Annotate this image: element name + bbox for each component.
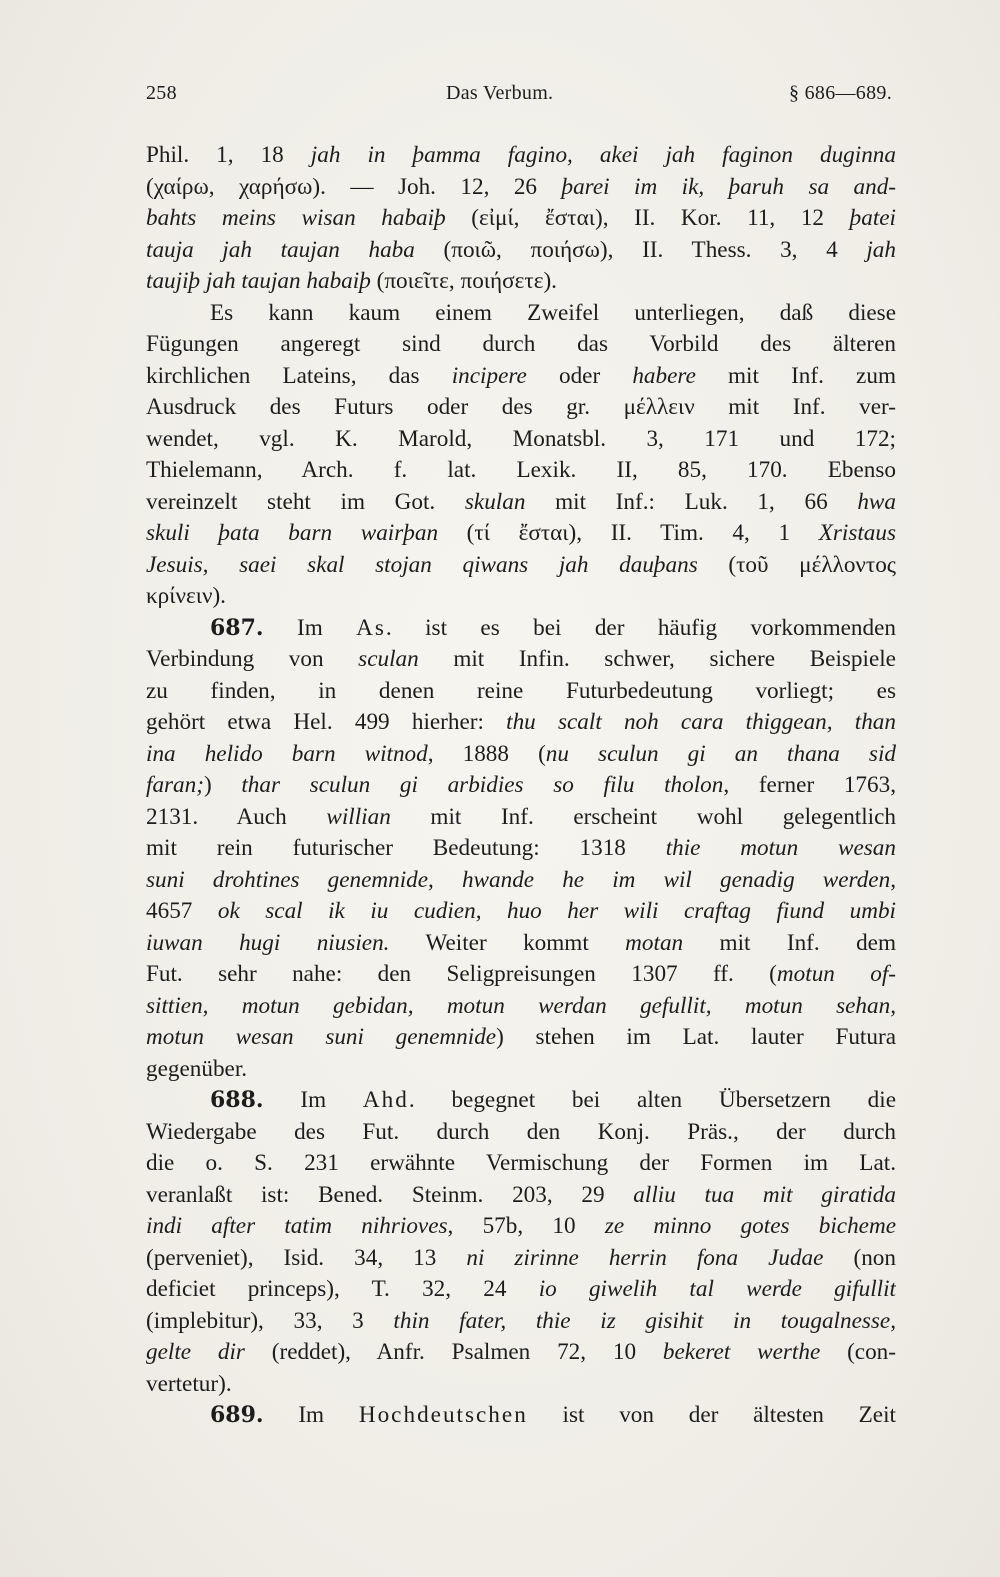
section-range: § 686—689. (789, 82, 892, 104)
section-687-start: 687. Im As. ist es bei der häufig vorkommenden (210, 614, 896, 641)
text-line: Fut. sehr nahe: den Seligpreisungen 1307 ff. (motun of- (146, 961, 896, 987)
text-line: suni drohtines genemnide, hwande he im wil genadig werden, (146, 866, 896, 893)
text-line: taujiþ jah taujan habaiþ (ποιεῖτε, ποιήσετε). (146, 268, 557, 294)
text-line: deficiet princeps), T. 32, 24 io giwelih tal werde gifullit (146, 1276, 896, 1302)
text-line: wendet, vgl. K. Marold, Monatsbl. 3, 171 und 172; (146, 425, 896, 452)
text-line: gegenüber. (146, 1055, 248, 1082)
text-line: Es kann kaum einem Zweifel unterliegen, daß diese (210, 299, 896, 326)
text-line: Wiedergabe des Fut. durch den Konj. Präs., der durch (146, 1118, 896, 1145)
text-line: gelte dir (reddet), Anfr. Psalmen 72, 10 bekeret werthe (con- (146, 1339, 896, 1365)
text-line: kirchlichen Lateins, das incipere oder habere mit Inf. zum (146, 362, 896, 389)
text-line: die o. S. 231 erwähnte Vermischung der Formen im Lat. (146, 1150, 896, 1176)
text-line: Jesuis, saei skal stojan qiwans jah dauþans (τοῦ μέλλοντος (146, 551, 896, 578)
section-688-start: 688. Im Ahd. begegnet bei alten Übersetzern die (210, 1087, 896, 1113)
text-line: 2131. Auch willian mit Inf. erscheint wohl gelegentlich (146, 803, 896, 830)
text-line: indi after tatim nihrioves, 57b, 10 ze minno gotes bicheme (146, 1213, 896, 1239)
text-line: Phil. 1, 18 jah in þamma fagino, akei jah faginon duginna (146, 142, 896, 168)
text-line: (perveniet), Isid. 34, 13 ni zirinne herrin fona Judae (non (146, 1244, 896, 1271)
body-text (146, 140, 896, 1432)
running-title: Das Verbum. (446, 82, 554, 104)
page-number: 258 (146, 82, 177, 104)
section-689-start: 689. Im Hochdeutschen ist von der ältesten Zeit (210, 1402, 896, 1428)
text-line: Fügungen angeregt sind durch das Vorbild des älteren (146, 331, 896, 357)
text-line: skuli þata barn wairþan (τί ἔσται), II. Tim. 4, 1 Xristaus (146, 520, 896, 546)
text-line: Thielemann, Arch. f. lat. Lexik. II, 85, 170. Ebenso (146, 457, 896, 483)
page-header (146, 82, 892, 108)
text-line: gehört etwa Hel. 499 hierher: thu scalt noh cara thiggean, than (146, 709, 896, 735)
text-line: vereinzelt steht im Got. skulan mit Inf.: Luk. 1, 66 hwa (146, 488, 896, 515)
text-line: iuwan hugi niusien. Weiter kommt motan mit Inf. dem (146, 929, 896, 956)
text-line: faran;) thar sculun gi arbidies so filu tholon, ferner 1763, (146, 772, 896, 798)
text-line: Ausdruck des Futurs oder des gr. μέλλειν mit Inf. ver- (146, 394, 896, 420)
text-line: κρίνειν). (146, 583, 226, 609)
text-line: bahts meins wisan habaiþ (εἰμί, ἔσται), II. Kor. 11, 12 þatei (146, 205, 896, 231)
text-line: sittien, motun gebidan, motun werdan gefullit, motun sehan, (146, 992, 896, 1019)
text-line: mit rein futurischer Bedeutung: 1318 thie motun wesan (146, 835, 896, 861)
text-line: Verbindung von sculan mit Infin. schwer, sichere Beispiele (146, 646, 896, 672)
text-line: ina helido barn witnod, 1888 (nu sculun gi an thana sid (146, 740, 896, 767)
text-line: veranlaßt ist: Bened. Steinm. 203, 29 alliu tua mit giratida (146, 1181, 896, 1208)
text-line: tauja jah taujan haba (ποιῶ, ποιήσω), II. Thess. 3, 4 jah (146, 236, 896, 263)
text-line: (χαίρω, χαρήσω). — Joh. 12, 26 þarei im ik, þaruh sa and- (146, 173, 896, 200)
text-line: (implebitur), 33, 3 thin fater, thie iz gisihit in tougalnesse, (146, 1307, 896, 1334)
text-line: vertetur). (146, 1370, 232, 1397)
text-line: motun wesan suni genemnide) stehen im Lat. lauter Futura (146, 1024, 896, 1050)
text-line: 4657 ok scal ik iu cudien, huo her wili craftag fiund umbi (146, 898, 896, 924)
text-line: zu finden, in denen reine Futurbedeutung vorliegt; es (146, 677, 896, 704)
